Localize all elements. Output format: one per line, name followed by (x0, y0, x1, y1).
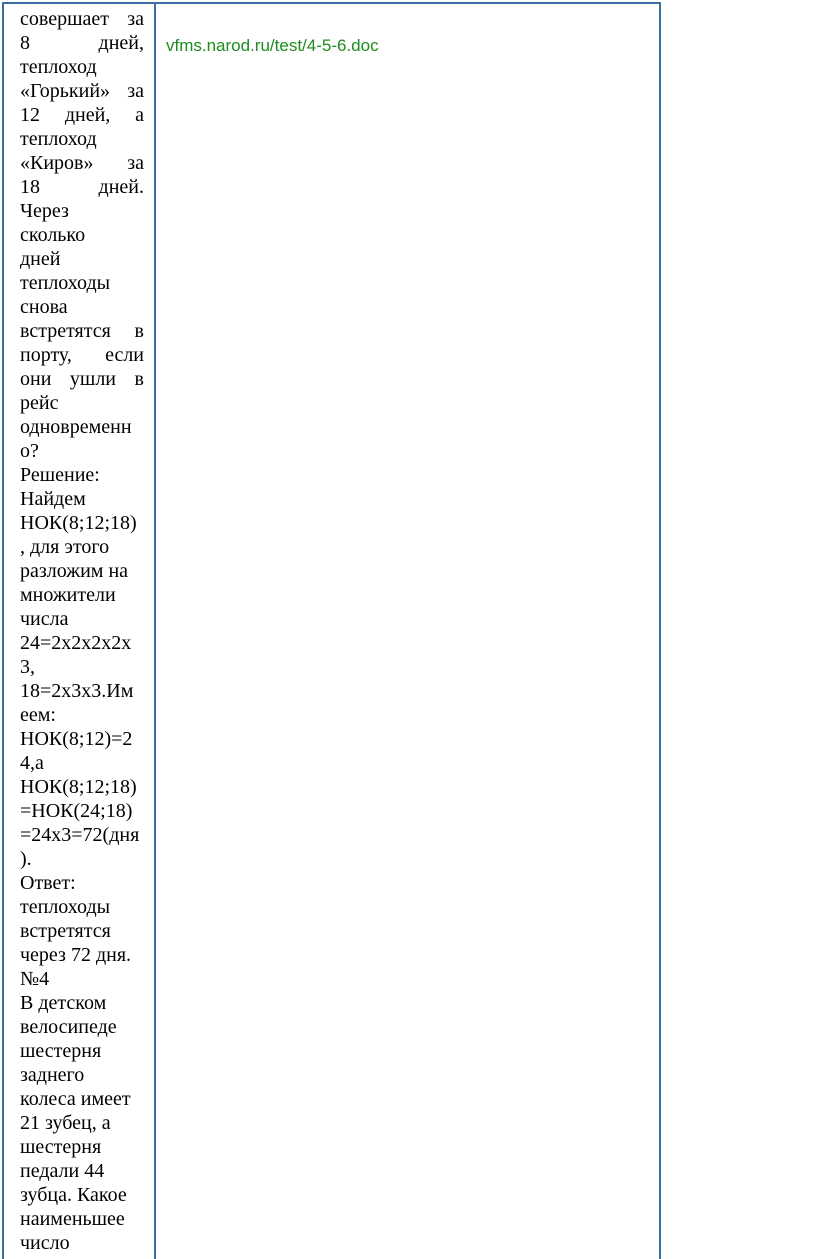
text-line (20, 247, 144, 271)
text-line (20, 847, 144, 871)
text-word: НОК(8;12;18) (20, 776, 137, 798)
text-word: Решение: (20, 464, 100, 486)
text-line (20, 679, 144, 703)
text-word: сколько (20, 224, 86, 246)
text-line (20, 127, 144, 151)
text-line (20, 319, 144, 343)
text-word: дней. (98, 176, 144, 198)
text-word: встретятся (20, 320, 111, 342)
text-line (20, 1183, 144, 1207)
text-line (20, 655, 144, 679)
text-word: за (127, 8, 144, 30)
text-word: «Горький» (20, 80, 111, 102)
text-word: за (127, 152, 144, 174)
text-word: велосипеде (20, 1016, 117, 1038)
text-line (20, 991, 144, 1015)
text-word: 24=2х2х2х2х (20, 632, 132, 654)
source-column (156, 4, 659, 1259)
text-line (20, 823, 144, 847)
text-line (20, 943, 144, 967)
text-line (20, 895, 144, 919)
text-line (20, 415, 144, 439)
text-line (20, 79, 144, 103)
text-word: НОК(8;12)=2 (20, 728, 133, 750)
text-word: 3, (20, 656, 35, 678)
text-word: число (20, 1232, 70, 1254)
text-line (20, 463, 144, 487)
text-line (20, 1111, 144, 1135)
text-word: теплоходы (20, 896, 111, 918)
text-line (20, 703, 144, 727)
text-line (20, 799, 144, 823)
text-line (20, 295, 144, 319)
text-line (20, 31, 144, 55)
text-word: одновременн (20, 416, 132, 438)
document-table (2, 2, 661, 1259)
text-word: разложим на (20, 560, 129, 582)
text-line (20, 1135, 144, 1159)
text-word: дней (20, 248, 61, 270)
text-word: колеса имеет (20, 1088, 131, 1110)
text-word: в (134, 368, 144, 390)
text-word: дней, (64, 104, 111, 126)
text-line (20, 535, 144, 559)
text-word: в (134, 320, 144, 342)
text-line (20, 151, 144, 175)
text-word: снова (20, 296, 68, 318)
text-word: №4 (20, 968, 50, 990)
text-word: шестерня (20, 1040, 102, 1062)
text-word: 4,а (20, 752, 44, 774)
text-line (20, 367, 144, 391)
text-word: «Киров» (20, 152, 94, 174)
problem-text-column (4, 4, 156, 1259)
text-word: через 72 дня. (20, 944, 132, 966)
text-word: Ответ: (20, 872, 76, 894)
text-word: педали 44 (20, 1160, 105, 1182)
text-word: множители (20, 584, 116, 606)
text-word: порту, (20, 344, 72, 366)
text-line (20, 967, 144, 991)
text-word: заднего (20, 1064, 85, 1086)
text-line (20, 487, 144, 511)
text-line (20, 1087, 144, 1111)
text-line (20, 343, 144, 367)
text-line (20, 1063, 144, 1087)
text-line (20, 583, 144, 607)
text-line (20, 1039, 144, 1063)
text-word: теплоход (20, 128, 97, 150)
text-word: 21 зубец, а (20, 1112, 111, 1134)
text-word: встретятся (20, 920, 111, 942)
text-word: они (20, 368, 52, 390)
text-word: Через (20, 200, 69, 222)
text-word: если (105, 344, 144, 366)
text-word: шестерня (20, 1136, 102, 1158)
text-line (20, 1207, 144, 1231)
text-line (20, 55, 144, 79)
text-word: теплоходы (20, 272, 111, 294)
text-word: рейс (20, 392, 59, 414)
source-link[interactable]: vfms.narod.ru/test/4-5-6.doc (166, 36, 379, 55)
text-line (20, 1015, 144, 1039)
text-line (20, 1231, 144, 1255)
text-line (20, 391, 144, 415)
text-word: еем: (20, 704, 56, 726)
text-line (20, 559, 144, 583)
text-word: 12 (20, 104, 40, 126)
text-word: , для этого (20, 536, 110, 558)
text-line (20, 511, 144, 535)
text-line (20, 631, 144, 655)
text-word: 18=2х3х3.Им (20, 680, 134, 702)
text-word: за (127, 80, 144, 102)
text-line (20, 271, 144, 295)
text-word: наименьшее (20, 1208, 125, 1230)
text-word: совершает (20, 8, 109, 30)
text-word: =24х3=72(дня (20, 824, 140, 846)
text-word: дней, (98, 32, 144, 54)
text-line (20, 871, 144, 895)
text-line (20, 199, 144, 223)
text-word: числа (20, 608, 69, 630)
text-line (20, 1159, 144, 1183)
text-line (20, 919, 144, 943)
text-word: ). (20, 848, 32, 870)
text-word: 8 (20, 32, 30, 54)
text-word: 18 (20, 176, 40, 198)
text-word: НОК(8;12;18) (20, 512, 137, 534)
text-line (20, 607, 144, 631)
text-line (20, 775, 144, 799)
text-word: ушли (69, 368, 117, 390)
text-line (20, 175, 144, 199)
text-line (20, 439, 144, 463)
text-word: Найдем (20, 488, 86, 510)
text-word: а (135, 104, 144, 126)
text-word: зубца. Какое (20, 1184, 127, 1206)
text-word: теплоход (20, 56, 97, 78)
text-word: В детском (20, 992, 107, 1014)
text-word: о? (20, 440, 39, 462)
text-line (20, 727, 144, 751)
text-line (20, 103, 144, 127)
text-line (20, 7, 144, 31)
text-word: =НОК(24;18) (20, 800, 133, 822)
text-line (20, 751, 144, 775)
text-line (20, 223, 144, 247)
